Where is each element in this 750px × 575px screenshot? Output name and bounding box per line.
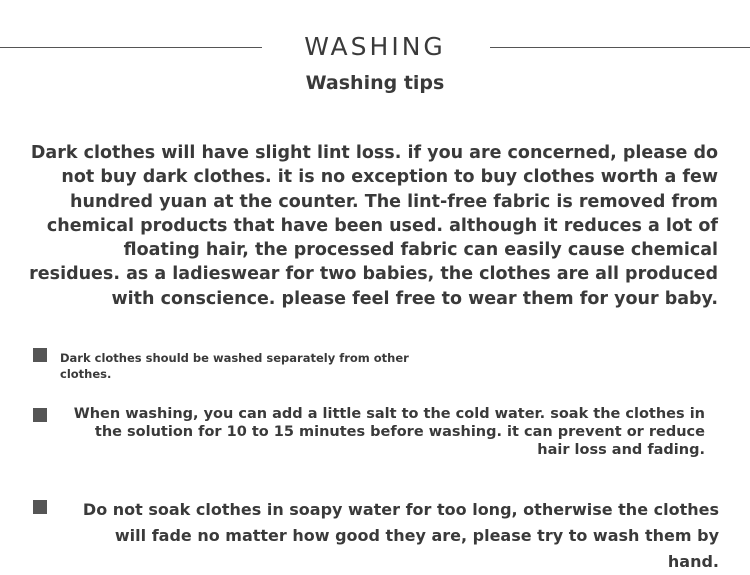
square-bullet-icon <box>33 500 47 514</box>
square-bullet-icon <box>33 348 47 362</box>
square-bullet-icon <box>33 408 47 422</box>
intro-paragraph: Dark clothes will have slight lint loss. if you are concerned, please do not buy dark clothes. it is no exception to buy clothes worth a few hundred yuan at the counter. The lint-free fabric is removed from chemical products that have been used. although it reduces a lot of floating hair, the processed fabric can easily cause chemical residues. as a ladieswear for two babies, the clothes are all produced with conscience. please feel free to wear them for your baby. <box>29 143 718 309</box>
tip-text: Dark clothes should be washed separately from other clothes. <box>60 351 409 381</box>
tip-text: Do not soak clothes in soapy water for too long, otherwise the clothes will fade no matter how good they are, please try to wash them by hand. <box>82 500 719 571</box>
tip-text: When washing, you can add a little salt to the cold water. soak the clothes in the solution for 10 to 15 minutes before washing. it can prevent or reduce hair loss and fading. <box>73 406 705 458</box>
page-title: WASHING <box>304 32 446 61</box>
page-subtitle: Washing tips <box>305 72 445 94</box>
